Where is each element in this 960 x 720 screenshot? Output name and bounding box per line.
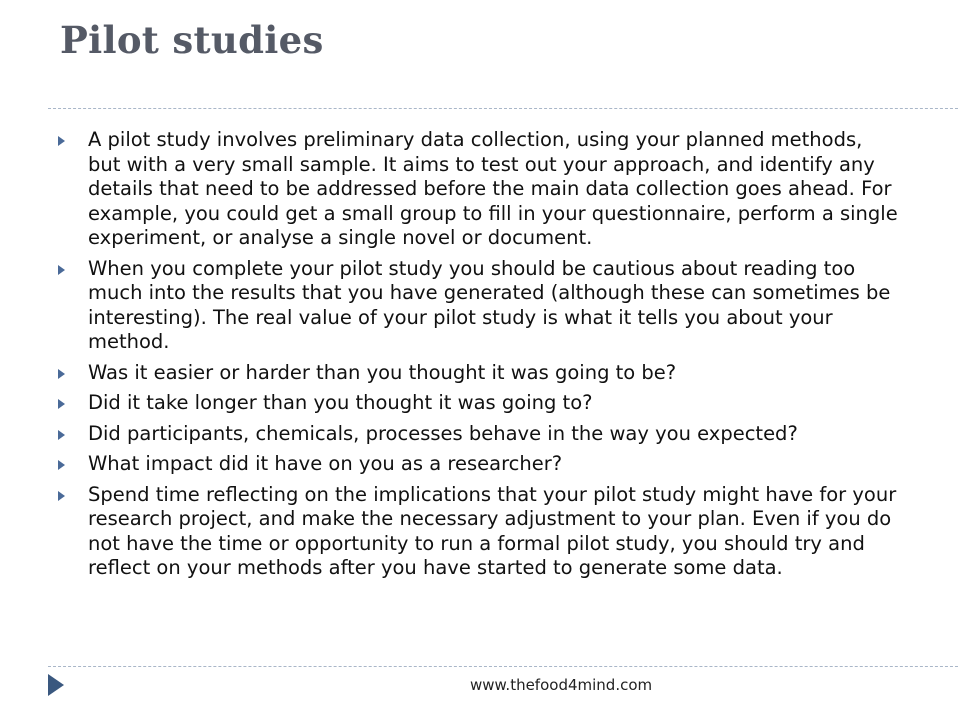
bullet-item [58, 128, 898, 251]
bullet-item [58, 257, 898, 355]
triangle-bullet-icon [58, 460, 65, 470]
triangle-bullet-icon [58, 136, 65, 146]
triangle-bullet-icon [58, 265, 65, 275]
bullet-item [58, 422, 898, 447]
footer-url[interactable]: www.thefood4mind.com [470, 676, 653, 694]
bullet-item [58, 361, 898, 386]
triangle-bullet-icon [58, 430, 65, 440]
bullet-item [58, 483, 898, 581]
triangle-footer-icon [48, 674, 64, 696]
bullet-text: What impact did it have on you as a researcher? [88, 452, 563, 475]
footer-divider [48, 666, 960, 667]
bullet-text: Spend time reflecting on the implications that your pilot study might have for your research project, and make the necessary adjustment to your plan. Even if you do not have the time or opportunity to run a formal pilot study, you should try and reflect on your methods after you have started to generate some data. [88, 482, 897, 579]
bullet-list [58, 128, 898, 587]
triangle-bullet-icon [58, 491, 65, 501]
bullet-text: A pilot study involves preliminary data collection, using your planned methods, but with a very small sample. It aims to test out your approach, and identify any details that need to be addressed before the main data collection goes ahead. For example, you could get a small group to fill in your questionnaire, perform a single experiment, or analyse a single novel or document. [88, 128, 898, 249]
bullet-item [58, 452, 898, 477]
slide-title: Pilot studies [60, 18, 324, 62]
triangle-bullet-icon [58, 369, 65, 379]
bullet-text: Was it easier or harder than you thought it was going to be? [88, 360, 677, 384]
bullet-text: Did it take longer than you thought it was going to? [88, 391, 593, 414]
bullet-text: Did participants, chemicals, processes behave in the way you expected? [88, 421, 798, 445]
triangle-bullet-icon [58, 399, 65, 409]
bullet-text: When you complete your pilot study you should be cautious about reading too much into the results that you have generated (although these can sometimes be interesting). The real value of your pilot study is what it tells you about your method. [88, 256, 891, 353]
title-divider [48, 108, 960, 109]
bullet-item [58, 391, 898, 416]
